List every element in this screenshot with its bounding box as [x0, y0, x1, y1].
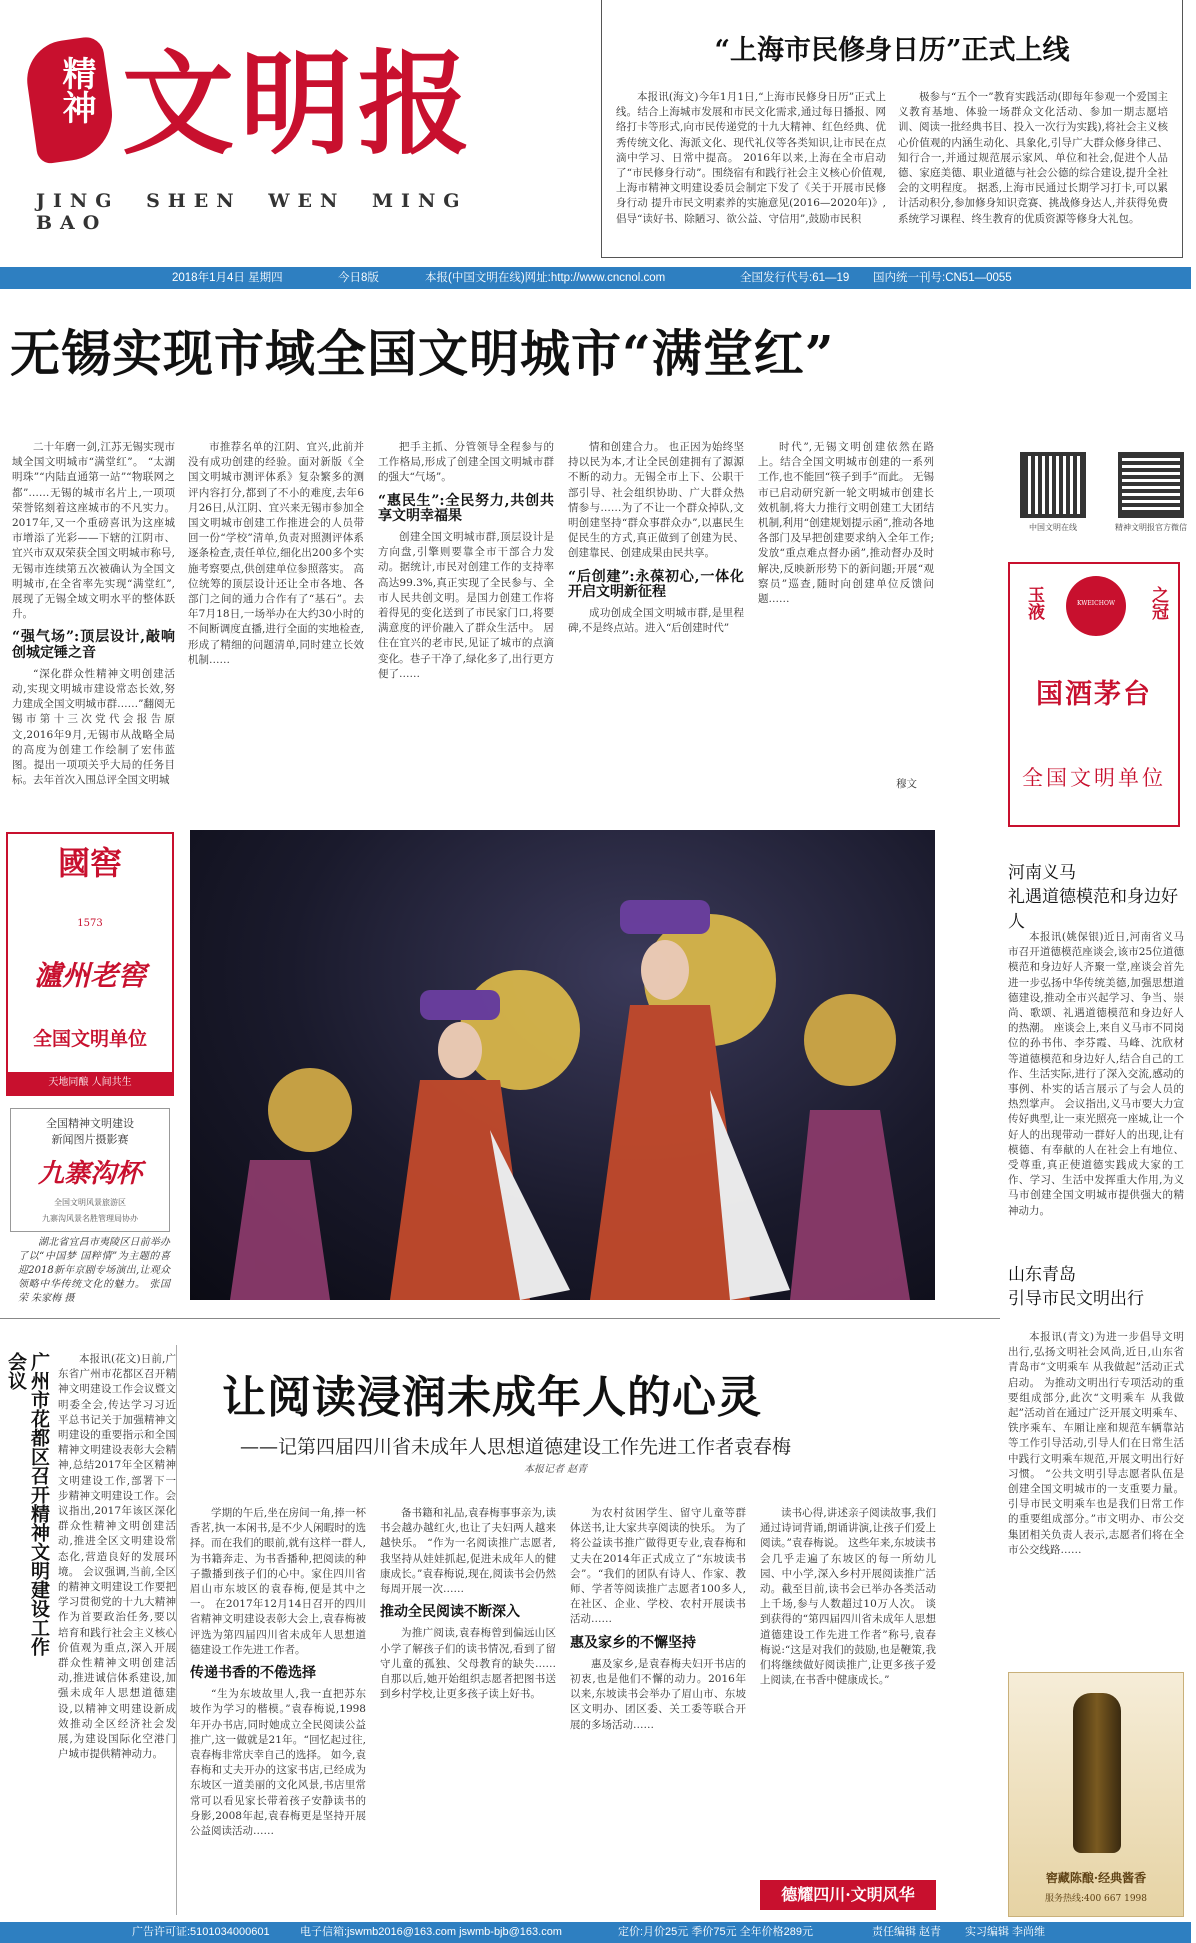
- guangzhou-divider: [176, 1345, 177, 1915]
- issue-code: 全国发行代号:61—19: [740, 272, 850, 284]
- reading-sub2: 推动全民阅读不断深入: [380, 1604, 520, 1621]
- main-article-author: 穆文: [896, 778, 917, 790]
- luzhou-name: 瀘州老窖: [33, 959, 146, 992]
- reading-subtitle: ——记第四届四川省未成年人思想道德建设工作先进工作者袁春梅: [240, 1436, 792, 1458]
- shandong-title: 山东青岛: [1008, 1265, 1076, 1285]
- jiuzhai-name: 九寨沟杯: [37, 1159, 142, 1189]
- section-divider: [0, 1318, 1000, 1319]
- moutai-unit: 全国文明单位: [1022, 766, 1166, 790]
- luzhou-unit: 全国文明单位: [32, 1028, 147, 1050]
- luzhou-brand: 國窖: [57, 844, 122, 882]
- website: 本报(中国文明在线)网址:http://www.cncnol.com: [425, 272, 666, 284]
- main-article-col1: 二十年磨一剑,江苏无锡实现市域全国文明城市“满堂红”。 “太湖明珠”“内陆直通第一站”“物联网之都”……无锡的城市名片上,一项项荣誉铭刻着这座城市的不凡实力。2017年,又一个重磅喜讯为这座城市增添了光彩——下辖的江阴市、宜兴市双双荣获全国文明城市称号,无锡市连续第五次被确认为全国文明城市,在全省率先实现“满堂红”,展现了无锡全域文明水平的整体跃升。 “强气场”:顶层设计,敲响创城定锤之音 “深化群众性精神文明创建活动,实现文明城市建设常态长效,努力建成全国文明城市群……”翻阅无锡市第十三次党代会报告原文,2016年9月,无锡市从战略全局的高度为创建工作绘制了宏伟蓝图。提出一项项关乎大局的任务目标。去年首次入围总评全国文明城: [12, 441, 175, 787]
- reading-col3: 为农村贫困学生、留守儿童等群体送书,让大家共享阅读的快乐。 为了将公益读书推广做得更专业,袁春梅和丈夫在2014年正式成立了“东坡读书会”。“我们的团队有诗人、作家、教师、学者等阅读推广志愿者100多人,在社区、企业、学校、农村开展读书活动…… 惠及家乡的不懈坚持 惠及家乡,是袁春梅夫妇开书店的初衷,也是他们不懈的动力。2016年以来,东坡读书会举办了眉山市、东坡区文明办、团区委、关工委等联合开展的多场活动……: [570, 1507, 746, 1731]
- main-article-col5: 时代”,无锡文明创建依然在路上。结合全国文明城市创建的一系列工作,也不能回“筷子到手”而此。 无锡市已启动研究新一轮文明城市创建长效机制,将大力推行文明创建工大团结机制,利用“创建规划提示函”,推动各地各部门及早把创建要求纳入全年工作;发放“重点难点督办函”,推动督办及时解决,反映新形势下的新问题;开展“观察员”巡查,随时向创建单位反馈问题……: [758, 441, 934, 606]
- bottle-line1: 窖藏陈酿·经典酱香: [1045, 1871, 1147, 1885]
- bottle-ad: [1008, 1672, 1184, 1917]
- footer-email: 电子信箱:jswmb2016@163.com jswmb-bjb@163.com: [300, 1926, 562, 1938]
- bottle-illustration: [1073, 1693, 1121, 1853]
- reading-sub1: 传递书香的不倦选择: [190, 1665, 316, 1682]
- footer-intern: 实习编辑 李尚维: [965, 1926, 1046, 1938]
- reading-col1: 学期的午后,坐在房间一角,捧一杯香茗,执一本闲书,是不少人闲暇时的选择。而在我们的眼前,就有这样一群人,为书籍奔走、为书香播种,把阅读的种子撒播到孩子们的心中。家住四川省眉山市东坡区的袁春梅,便是其中之一。 在2017年12月14日召开的四川省精神文明建设表彰大会上,袁春梅被评选为第四届四川省未成年人思想道德建设工作先进工作者。 传递书香的不倦选择 “生为东坡故里人,我一直把苏东坡作为学习的楷模。”袁春梅说,1998年开办书店,同时她成立全民阅读公益推广,这一做就是21年。“回忆起过往,袁春梅非常庆幸自己的选择。 如今,袁春梅和丈夫开办的这家书店,已经成为东坡区一道美丽的文化风景,书店里常常可以看见家长带着孩子安静读书的身影,2008年起,袁春梅更是坚持开展公益阅读活动……: [190, 1507, 366, 1838]
- jiuzhai-ad: [10, 1108, 170, 1232]
- main-article-col3: 把手主抓、分管领导全程参与的工作格局,形成了创建全国文明城市群的强大“气场”。 “惠民生”:全民努力,共创共享文明幸福果 创建全国文明城市群,顶层设计是方向盘,引擎则要靠全市干部合力发动。据统计,市民对创建工作的支持率高达99.3%,真正实现了全民参与、全市人民共创文明。是国力创建工作将着得见的变化送到了市民家门口,将要满意度的评价融入了群众生活中。 居住在宜兴的老市民,见证了城市的点滴变化。巷子干净了,绿化多了,出行更方便了……: [378, 441, 554, 680]
- jiuzhai-line1: 全国精神文明建设: [46, 1117, 134, 1130]
- masthead-pinyin: JING SHEN WEN MING BAO: [36, 190, 468, 234]
- main-article-col4: 情和创建合力。 也正因为始终坚持以民为本,才让全民创建拥有了源源不断的动力。无锡全市上下、公职干部引导、社会组织协助、广大群众热情参与……为了不让一个群众掉队,文明创建坚持“群众事群众办”,以惠民生促民生的方式,真正做到了创建为民、创建靠民、创建成果由民共享。 “后创建”:永葆初心,一体化开启文明新征程 成功创成全国文明城市群,是里程碑,不是终点站。进入“后创建时代”: [568, 441, 744, 635]
- guangzhou-title: 广州市花都区召开精神文明建设工作会议: [5, 1352, 50, 1656]
- luzhou-slogan: 天地同酿 人间共生: [8, 1072, 172, 1094]
- opera-performers-illustration: [190, 830, 935, 1300]
- main-sub2: “惠民生”:全民努力,共创共享文明幸福果: [378, 492, 554, 524]
- moutai-logo-text: KWEICHOW: [1076, 600, 1116, 607]
- photo-caption: 湖北省宜昌市夷陵区日前举办了以“中国梦 国粹情”为主题的喜迎2018新年京剧专场演出,让观众领略中华传统文化的魅力。 张国荣 朱家梅 摄: [18, 1237, 170, 1304]
- top-box-col1: 本报讯(海文)今年1月1日,“上海市民修身日历”正式上线。结合上海城市发展和市民文化需求,通过每日播报、网络打卡等形式,向市民传递党的十九大精神、红色经典、优秀传统文化、海派文化、现代礼仪等各类知识,让市民在点滴中学习、日常中提高。 2016年以来,上海在全市启动了“市民修身行动”。围绕宿有和践行社会主义核心价值观,上海市精神文明建设委员会制定下发了《关于开展市民修身行动 提升市民文明素养的实施意见(2016—2020年)》,倡导“读好书、除陋习、欲公益、守信用”,鼓励市民积: [616, 91, 886, 225]
- cn-code: 国内统一刊号:CN51—0055: [873, 272, 1012, 284]
- henan-sub: 礼遇道德模范和身边好人: [1008, 887, 1178, 932]
- qr-code-2: [1118, 452, 1184, 518]
- qr-label-2: 精神文明报官方微信: [1115, 523, 1187, 532]
- footer-editor: 责任编辑 赵青: [872, 1926, 942, 1938]
- footer-bar: [0, 1922, 1191, 1943]
- masthead: [0, 0, 485, 234]
- top-box-title: “上海市民修身日历”正式上线: [714, 35, 1070, 66]
- main-sub1: “强气场”:顶层设计,敲响创城定锤之音: [12, 629, 175, 661]
- jiuzhai-sub: 全国文明风景旅游区: [54, 1198, 126, 1207]
- jiuzhai-line2: 新闻图片摄影赛: [51, 1133, 129, 1146]
- main-sub3: “后创建”:永葆初心,一体化开启文明新征程: [568, 568, 744, 600]
- masthead-seal-text: 精神: [56, 56, 96, 124]
- luzhou-ad: [6, 832, 174, 1096]
- luzhou-year: 1573: [77, 918, 103, 929]
- masthead-title: 文明报: [122, 39, 476, 170]
- top-box-col2: 极参与“五个一”教育实践活动(即每年参观一个爱国主义教育基地、体验一场群众文化活动、参加一期志愿培训、阅读一批经典书目、投入一次行为实践),将社会主义核心价值观的内涵生动化、具象化,引导广大群众修身律己、知行合一,并通过规范展示家风、单位和社会,促进个人品德、家庭美德、职业道德与社会公德的综合建设,提升全社会的文明程度。 据悉,上海市民通过长期学习打卡,可以累计活动积分,参加修身知识竞赛、挑战修身达人,并获得免费系统学习课程、终生教育的优质资源等修身大礼包。: [898, 91, 1168, 225]
- reading-byline: 本报记者 赵青: [524, 1464, 588, 1475]
- footer-license: 广告许可证:5101034000601: [132, 1926, 270, 1938]
- moutai-name: 国酒茅台: [1036, 679, 1152, 710]
- shandong-sub: 引导市民文明出行: [1008, 1289, 1144, 1309]
- moutai-right: 之冠: [1148, 586, 1168, 620]
- top-box: [601, 0, 1183, 258]
- henan-text: 本报讯(姚保银)近日,河南省义马市召开道德模范座谈会,该市25位道德模范和身边好人齐聚一堂,座谈会首先进一步弘扬中华传统美德,加强思想道德建设,推动全市兴起学习、争当、崇尚、歌颂、礼遇道德模范和身边好人的热潮。 座谈会上,来自义马市不同岗位的孙书伟、李芬霞、马峰、沈欣材等道德模范和身边好人,结合自己的工作、生活实际,进行了深入交流,感动的事例、朴实的话言展示了与会人员的热烈掌声。 会议指出,义马市要大力宣传好典型,让一束光照亮一座城,让一个好人的出现带动一群好人的出现,让有模德、有奉献的人在社会上有地位、受尊重,真正使道德实践成大家的工作、学习、生活中发挥重大作用,为义马市创建全国文明城市提供强大的精神动力。: [1008, 931, 1184, 1217]
- main-article-col2: 市推荐名单的江阴、宜兴,此前并没有成功创建的经验。面对新版《全国文明城市测评体系》复杂繁多的测评内容打分,都到了不小的难度,去年6月26日,从江阴、宜兴来无锡市参加全国文明城市创建工作推进会的人员带回一份“学校”清单,负责对照测评体系逐条检查,责任单位,细化出200多个实施考察要点,供创建单位参照落实。 高位统筹的顶层设计还让全市各地、各部门之间的通力合作有了“基石”。去年7月18日,一场举办在大约30小时的不间断调度直播,进行全面的实地检查,形成了精细的问题清单,同时建立长效机制……: [188, 441, 364, 666]
- footer-price: 定价:月价25元 季价75元 全年价格289元: [618, 1926, 813, 1938]
- reading-sub3: 惠及家乡的不懈坚持: [570, 1634, 696, 1651]
- reading-footer-logo: 德耀四川·文明风华: [760, 1880, 936, 1910]
- shandong-text: 本报讯(青文)为进一步倡导文明出行,弘扬文明社会风尚,近日,山东省青岛市“文明乘车 从我做起”活动正式启动。 为推动文明出行专项活动的重要组成部分,此次“文明乘车 从我做起”活动首在通过广泛开展文明乘车、铁序乘车、车厢让座和规范车辆靠站等工作引导活动,引导人们在日常生活中践行文明乘车规范,开展文明出行好习惯。 “公共文明引导志愿者队伍是创建全国文明城市的一支重要力量。引导市民文明乘车也是我们日常工作的重要组成部分。”市文明办、市公交集团相关负责人表示,志愿者们将在全市公交线路……: [1008, 1331, 1184, 1556]
- reading-title: 让阅读浸润未成年人的心灵: [222, 1372, 762, 1423]
- moutai-ad: [1008, 562, 1180, 827]
- moutai-left: 玉液: [1024, 586, 1044, 620]
- main-headline: 无锡实现市域全国文明城市“满堂红”: [10, 324, 835, 383]
- page-count: 今日8版: [338, 272, 379, 284]
- qr-label-1: 中国文明在线: [1029, 523, 1077, 532]
- reading-col2: 备书籍和礼品,袁春梅事事亲为,读书会越办越红火,也让了夫妇两人越来越快乐。 “作为一名阅读推广志愿者,我坚持从娃娃抓起,促进未成年人的健康成长。”袁春梅说,现在,阅读书会仍然每周开展一次…… 推动全民阅读不断深入 为推广阅读,袁春梅曾到偏远山区小学了解孩子们的读书情况,看到了留守儿童的孤独、父母教育的缺失……自那以后,她开始组织志愿者把图书送到乡村学校,让更多孩子读上好书。: [380, 1507, 556, 1701]
- henan-title: 河南义马: [1008, 863, 1076, 883]
- info-bar: [0, 267, 1191, 289]
- guangzhou-text-top: 本报讯(花文)日前,广东省广州市花都区召开精神文明建设工作会议暨文明委全会,传达学习习近平总书记关于加强精神文明建设的重要指示和全国精神文明建设表彰大会精神,总结2017年全区精神文明建设工作,部署下一步精神文明建设工作。会议指出,2017年该区深化群众性精神文明创建活动,推进全区文明建设常态化,营造良好的发展环境。 会议强调,当前,全区的精神文明建设工作要把学习贯彻党的十九大精神作为首要政治任务,要以培育和践行社会主义核心价值观为重点,深入开展群众性精神文明创建活动,推进诚信体系建设,加强未成年人思想道德建设,以精神文明建设新成效推动全区经济社会发展,为建设国际化空港门户城市提供精神动力。: [58, 1353, 176, 1761]
- bottle-line2: 服务热线:400 667 1998: [1044, 1894, 1147, 1904]
- reading-col4: 读书心得,讲述亲子阅读故事,我们通过诗词背诵,朗诵讲演,让孩子们爱上阅读。”袁春梅说。 这些年来,东坡读书会几乎走遍了东坡区的每一所幼儿园、中小学,深入乡村开展阅读推广活动。截至目前,读书会已举办各类活动上千场,参与人数超过10万人次。 谈到获得的“第四届四川省未成年人思想道德建设工作先进工作者”称号,袁春梅说:“这是对我们的鼓励,也是鞭策,我们将继续做好阅读推广,让更多孩子爱上阅读,在书香中健康成长。”: [760, 1507, 936, 1687]
- qr-code-1: [1020, 452, 1086, 518]
- opera-photo: [190, 830, 935, 1300]
- jiuzhai-org: 九寨沟风景名胜管理局协办: [42, 1214, 138, 1223]
- issue-date: 2018年1月4日 星期四: [172, 272, 283, 284]
